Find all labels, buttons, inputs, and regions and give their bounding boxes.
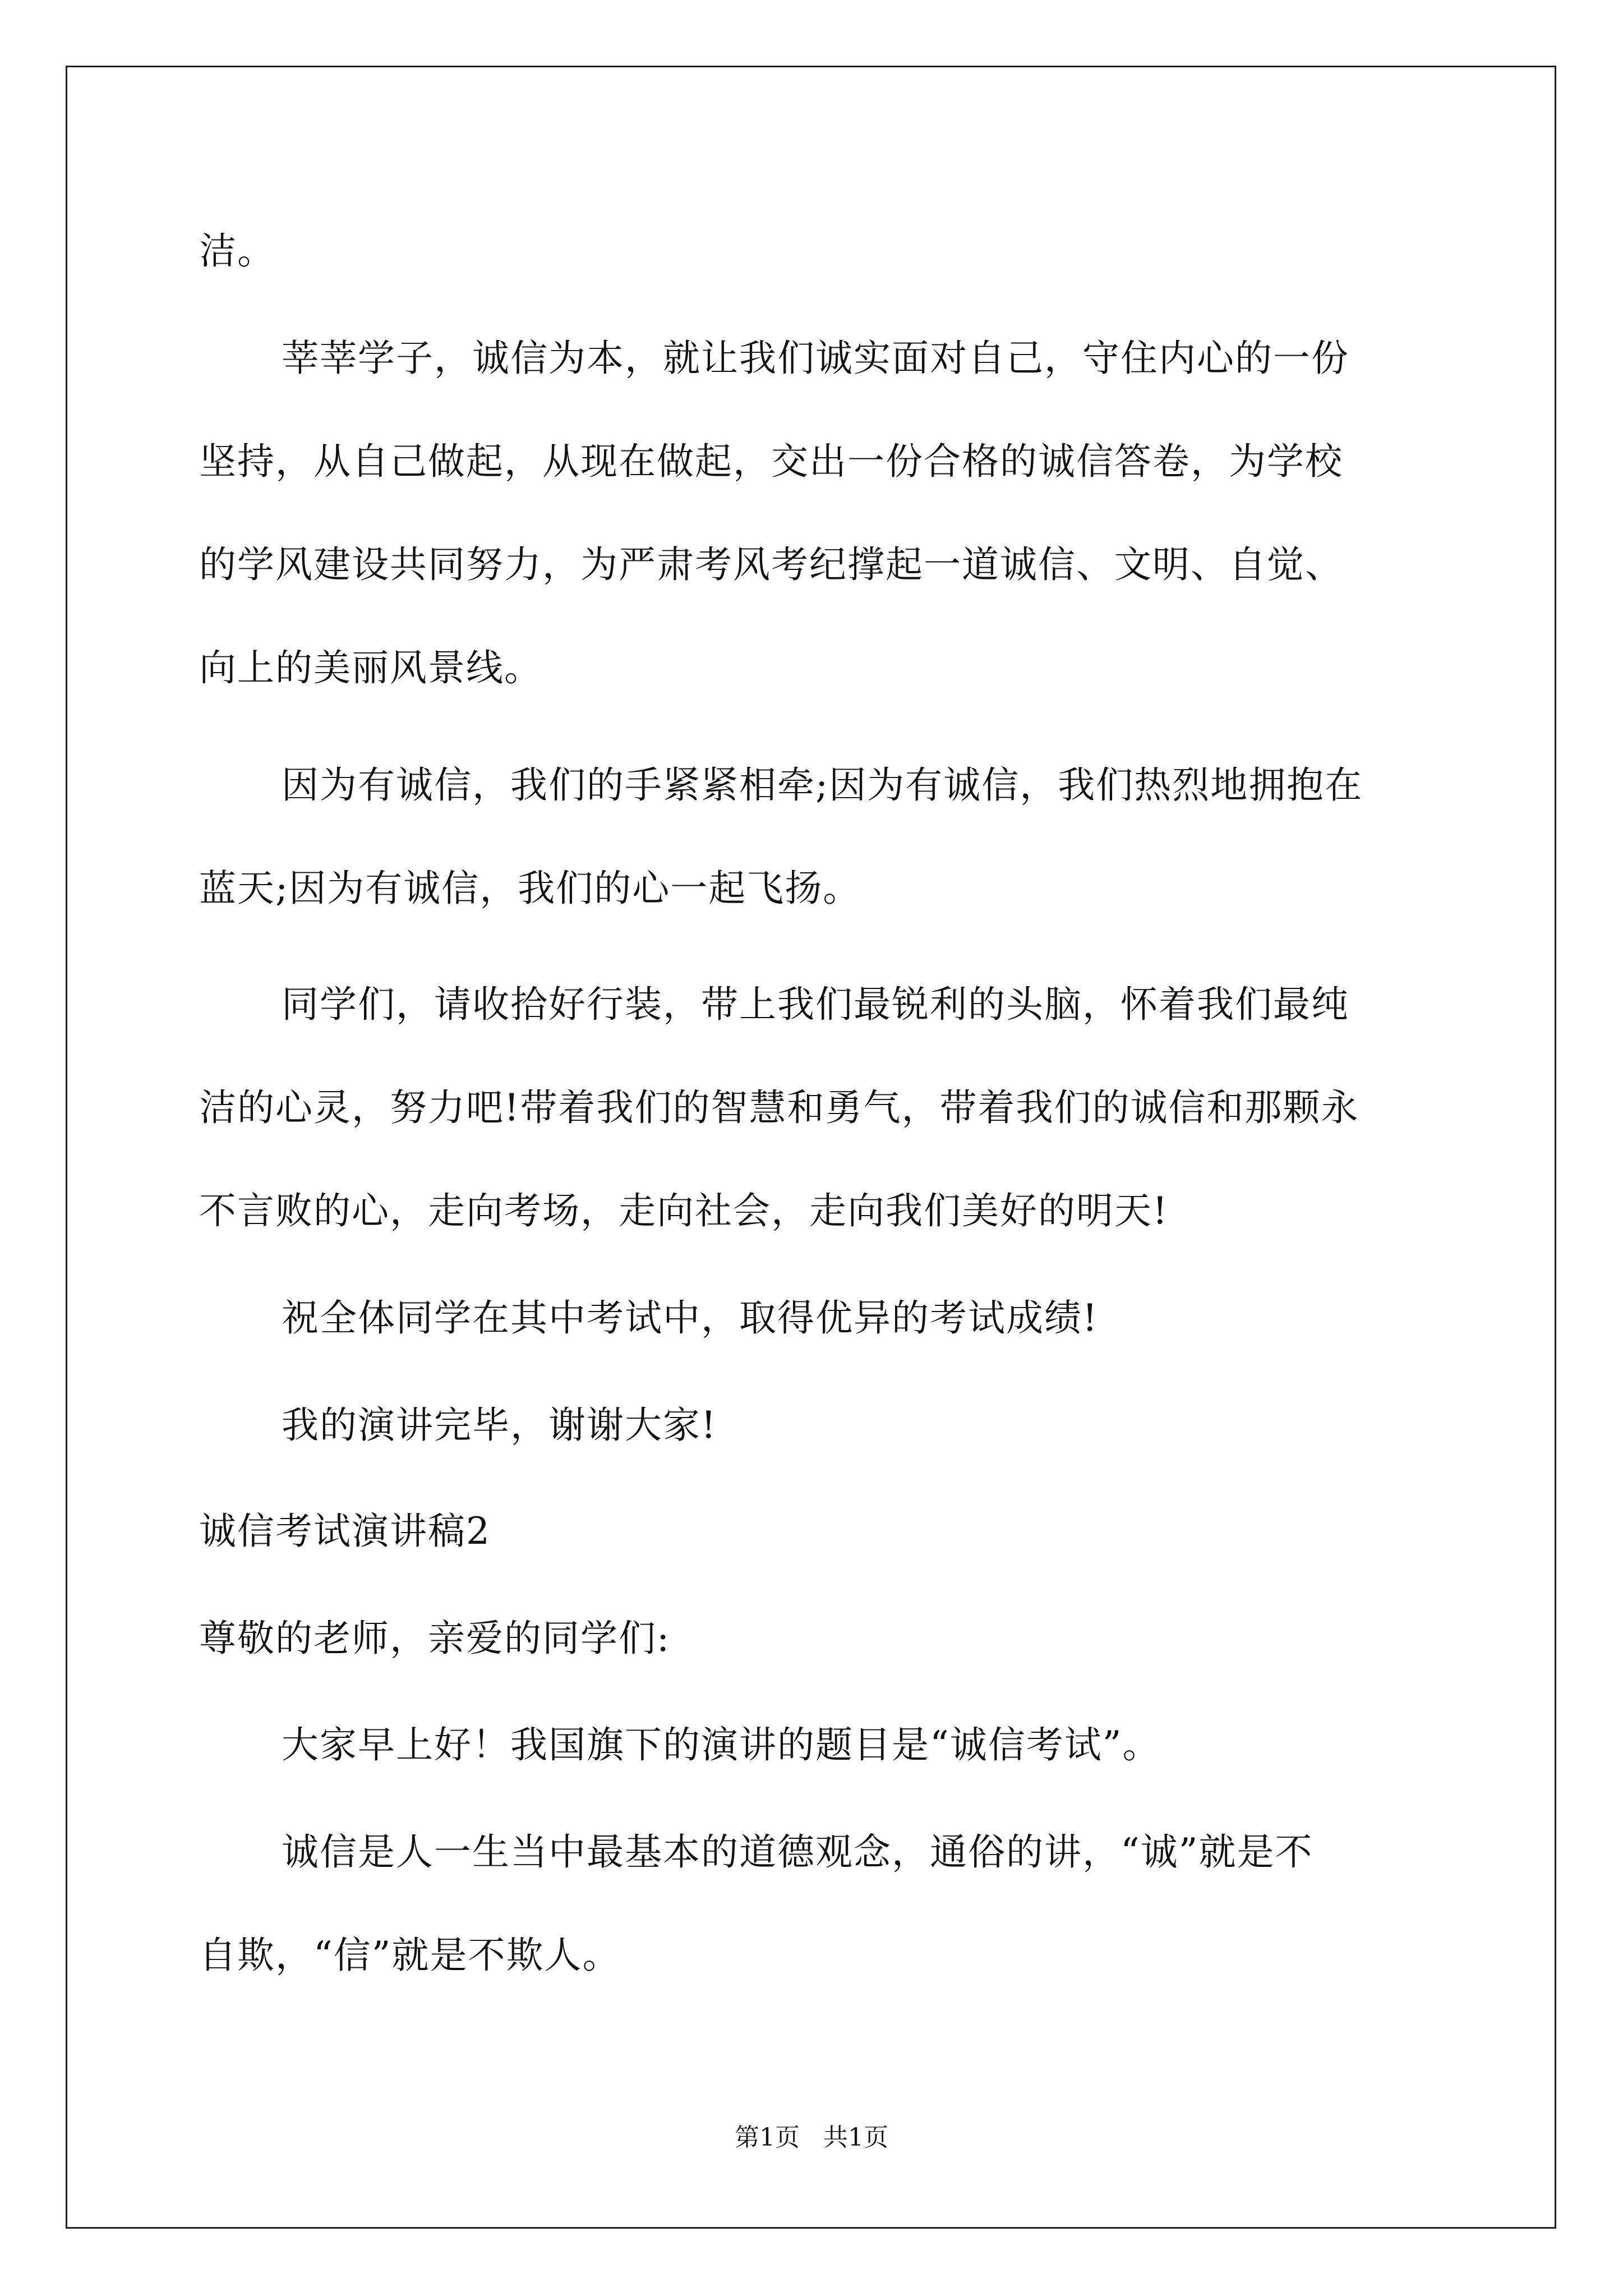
paragraph-line: 蓝天;因为有诚信，我们的心一起飞扬。 (199, 867, 861, 910)
page-frame (66, 66, 1556, 2229)
paragraph-line: 同学们，请收拾好行装，带上我们最锐利的头脑，怀着我们最纯 (282, 983, 1349, 1026)
paragraph-line: 洁。 (199, 229, 275, 273)
paragraph-line: 大家早上好！我国旗下的演讲的题目是“诚信考试”。 (282, 1723, 1161, 1766)
page-number-footer: 第1页 共1页 (735, 2123, 888, 2152)
paragraph-line: 自欺，“信”就是不欺人。 (199, 1934, 621, 1977)
paragraph-line: 向上的美丽风景线。 (199, 646, 542, 689)
section-heading: 诚信考试演讲稿2 (199, 1510, 491, 1553)
paragraph-line: 我的演讲完毕，谢谢大家! (282, 1404, 717, 1447)
salutation: 尊敬的老师，亲爱的同学们: (199, 1617, 671, 1660)
paragraph-line: 洁的心灵，努力吧!带着我们的智慧和勇气，带着我们的诚信和那颗永 (199, 1086, 1359, 1129)
paragraph-line: 祝全体同学在其中考试中，取得优异的考试成绩! (282, 1296, 1099, 1340)
paragraph-line: 不言败的心，走向考场，走向社会，走向我们美好的明天! (199, 1189, 1169, 1232)
paragraph-line: 坚持，从自己做起，从现在做起，交出一份合格的诚信答卷，为学校 (199, 440, 1343, 483)
paragraph-line: 莘莘学子，诚信为本，就让我们诚实面对自己，守住内心的一份 (282, 337, 1349, 380)
paragraph-line: 诚信是人一生当中最基本的道德观念，通俗的讲，“诚”就是不 (282, 1830, 1313, 1874)
paragraph-line: 因为有诚信，我们的手紧紧相牵;因为有诚信，我们热烈地拥抱在 (282, 763, 1363, 807)
paragraph-line: 的学风建设共同努力，为严肃考风考纪撑起一道诚信、文明、自觉、 (199, 543, 1343, 586)
